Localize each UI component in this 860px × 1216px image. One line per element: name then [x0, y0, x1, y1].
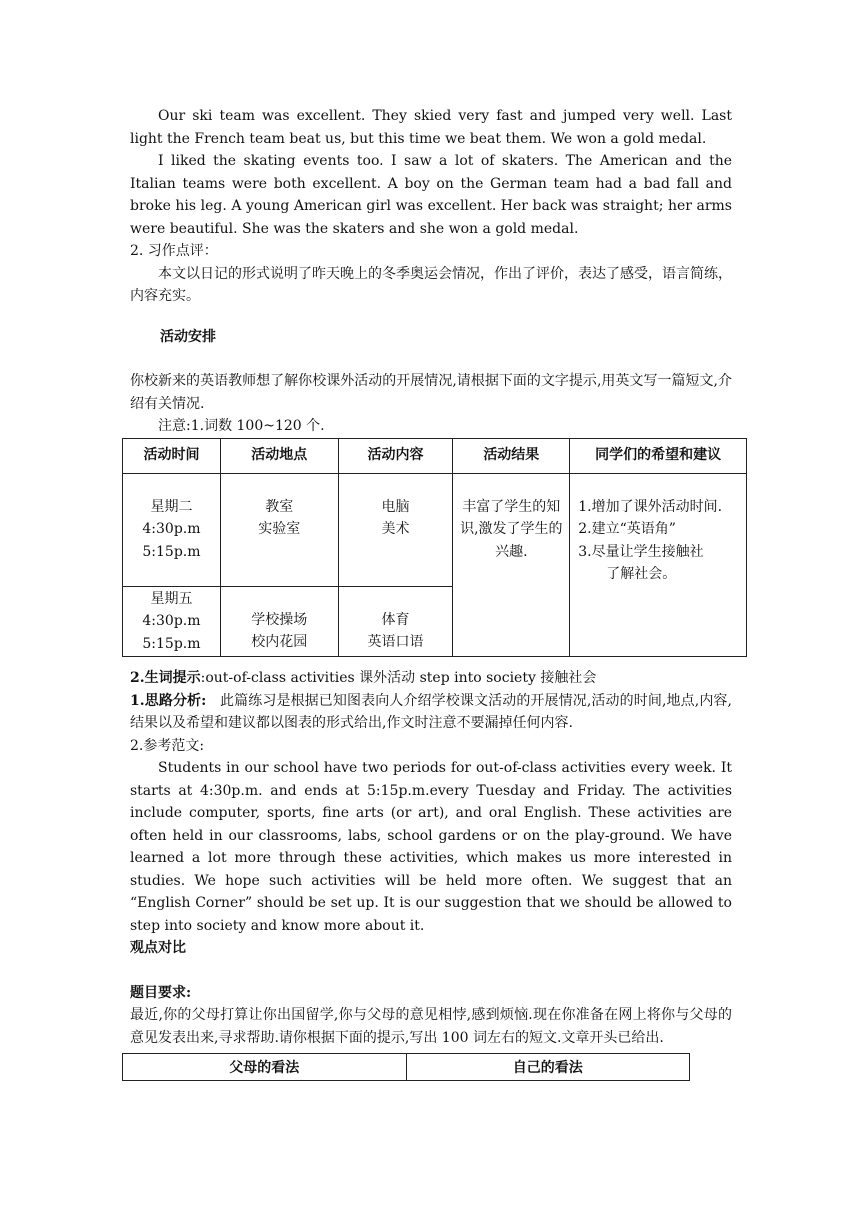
content-cell: 体育 英语口语 [338, 586, 453, 657]
header-content: 活动内容 [338, 438, 453, 473]
requirement-label: 题目要求: [130, 984, 192, 1001]
diary-paragraph-1: Our ski team was excellent. They skied very fast and jumped very well. Last light the French team beat us, but this time we beat them. We won a gold medal. [130, 108, 732, 147]
time-cell: 星期二 4:30p.m 5:15p.m [123, 473, 221, 586]
requirement-text: 最近,你的父母打算让你出国留学,你与父母的意见相悖,感到烦恼.现在你准备在网上将你与父母的意见发表出来,寻求帮助.请你根据下面的提示,写出 100 词左右的短文.文章开头已给出. [130, 1007, 732, 1046]
result-cell: 丰富了学生的知识,激发了学生的兴趣. [453, 473, 570, 657]
header-place: 活动地点 [220, 438, 338, 473]
activity-title: 活动安排 [160, 328, 216, 345]
model-label: 2.参考范文: [130, 737, 205, 754]
header-result: 活动结果 [453, 438, 570, 473]
parents-view-header: 父母的看法 [123, 1054, 407, 1081]
header-time: 活动时间 [123, 438, 221, 473]
document-page [130, 105, 732, 1081]
analysis: 1.思路分析: 此篇练习是根据已知图表向人介绍学校课文活动的开展情况,活动的时间,地点,内容,结果以及希望和建议都以图表的形式给出,作文时注意不要漏掉任何内容. [130, 692, 732, 731]
review-heading: 2. 习作点评： [130, 243, 218, 259]
suggestions-cell: 1.增加了课外活动时间. 2.建立“英语角” 3.尽量让学生接触社 了解社会。 [570, 473, 747, 657]
own-view-header: 自己的看法 [406, 1054, 690, 1081]
views-table [122, 1053, 690, 1081]
vocab-hint: 2.生词提示:out-of-class activities 课外活动 step into society 接触社会 [130, 670, 597, 686]
time-cell: 星期五 4:30p.m 5:15p.m [123, 586, 221, 657]
review-text: 本文以日记的形式说明了昨天晚上的冬季奥运会情况，作出了评价，表达了感受，语言简练，内容充实。 [130, 265, 732, 304]
place-cell: 学校操场 校内花园 [220, 586, 338, 657]
activity-table [122, 438, 747, 658]
activity-note: 注意:1.词数 100~120 个. [158, 418, 325, 434]
opinion-title: 观点对比 [130, 940, 186, 956]
model-essay: Students in our school have two periods for out-of-class activities every week. It starts at 4:30p.m. and ends at 5:15p.m.every Tuesday and Friday. The activities include computer, sports, fine arts (or art), and oral English. These activities are often held in our classrooms, labs, school gardens or on the play-ground. We have learned a lot more through these activities, which makes us more interested in studies. We hope such activities will be held more often. We suggest that an “English Corner” should be set up. It is our suggestion that we should be allowed to step into society and know more about it. [130, 760, 732, 934]
diary-paragraph-2: I liked the skating events too. I saw a lot of skaters. The American and the Italian teams were both excellent. A boy on the German team had a bad fall and broke his leg. A young American girl was excellent. Her back was straight; her arms were beautiful. She was the skaters and she won a gold medal. [130, 153, 732, 237]
place-cell: 教室 实验室 [220, 473, 338, 586]
header-suggestions: 同学们的希望和建议 [570, 438, 747, 473]
activity-prompt: 你校新来的英语教师想了解你校课外活动的开展情况,请根据下面的文字提示,用英文写一篇短文,介绍有关情况. [130, 373, 732, 412]
content-cell: 电脑 美术 [338, 473, 453, 586]
